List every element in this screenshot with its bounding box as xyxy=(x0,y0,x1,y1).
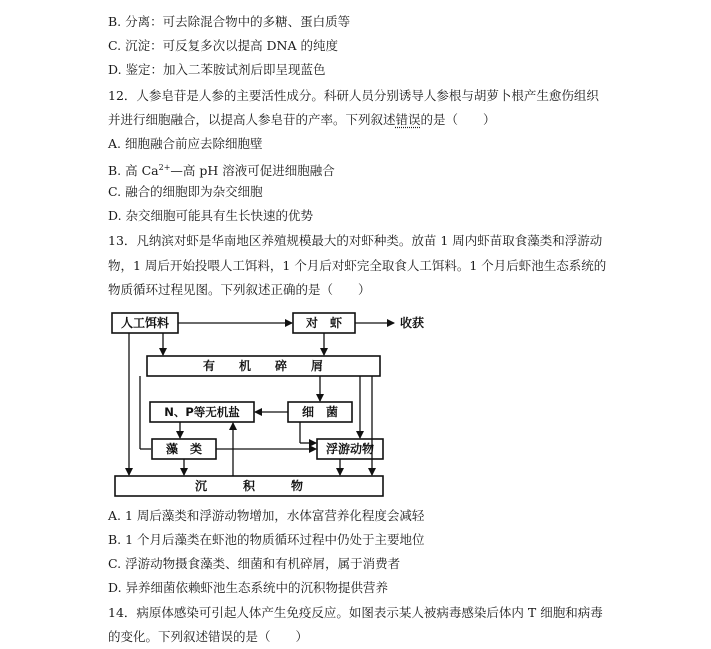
option-11b: B. 分离：可去除混合物中的多糖、蛋白质等 xyxy=(108,14,351,29)
question-13-stem-2: 物，1 周后开始投喂人工饵料，1 个月后对虾完全取食人工饵料。1 个月后虾池生态系统的 xyxy=(108,258,607,273)
harvest-label: 收获 xyxy=(400,316,425,330)
algae-label: 藻 类 xyxy=(165,442,203,456)
option-12b: B. 高 $Ca^{2+}—$高 pH 溶液可促进细胞融合 xyxy=(108,163,335,179)
option-11d: D. 鉴定：加入二苯胺试剂后即呈现蓝色 xyxy=(108,62,326,77)
option-12c: C. 融合的细胞即为杂交细胞 xyxy=(108,184,263,199)
question-12-stem-2: 并进行细胞融合，以提高人参皂苷的产率。下列叙述错误的是（ ） xyxy=(108,112,496,127)
option-11c: C. 沉淀：可反复多次以提高 DNA 的纯度 xyxy=(108,38,338,53)
question-13-stem-3: 物质循环过程见图。下列叙述正确的是（ ） xyxy=(108,282,371,297)
question-14-stem-2: 的变化。下列叙述错误的是（ ） xyxy=(108,629,309,644)
option-13d: D. 异养细菌依赖虾池生态系统中的沉积物提供营养 xyxy=(108,580,389,595)
feed-label: 人工饵料 xyxy=(120,316,170,330)
emphasis-word: 错误 xyxy=(395,112,421,127)
question-13-stem-1: 13．凡纳滨对虾是华南地区养殖规模最大的对虾种类。放苗 1 周内虾苗取食藻类和浮游动 xyxy=(108,233,603,248)
zooplankton-label: 浮游动物 xyxy=(325,442,375,456)
option-12a: A. 细胞融合前应去除细胞壁 xyxy=(108,136,263,151)
detritus-label: 有 机 碎 屑 xyxy=(202,359,324,373)
bacteria-label: 细 菌 xyxy=(301,405,339,419)
question-14-stem-1: 14．病原体感染可引起人体产生免疫反应。如图表示某人被病毒感染后体内 T 细胞和病毒 xyxy=(108,605,603,620)
option-12d: D. 杂交细胞可能具有生长快速的优势 xyxy=(108,208,314,223)
shrimp-label: 对 虾 xyxy=(305,316,343,330)
option-13c: C. 浮游动物摄食藻类、细菌和有机碎屑，属于消费者 xyxy=(108,556,401,571)
question-12-stem-1: 12．人参皂苷是人参的主要活性成分。科研人员分别诱导人参根与胡萝卜根产生愈伤组织 xyxy=(108,88,599,103)
option-13b: B. 1 个月后藻类在虾池的物质循环过程中仍处于主要地位 xyxy=(108,532,425,547)
option-13a: A. 1 周后藻类和浮游动物增加，水体富营养化程度会减轻 xyxy=(108,508,425,523)
sediment-label: 沉 积 物 xyxy=(194,479,304,493)
minerals-label: N、P等无机盐 xyxy=(164,405,240,419)
